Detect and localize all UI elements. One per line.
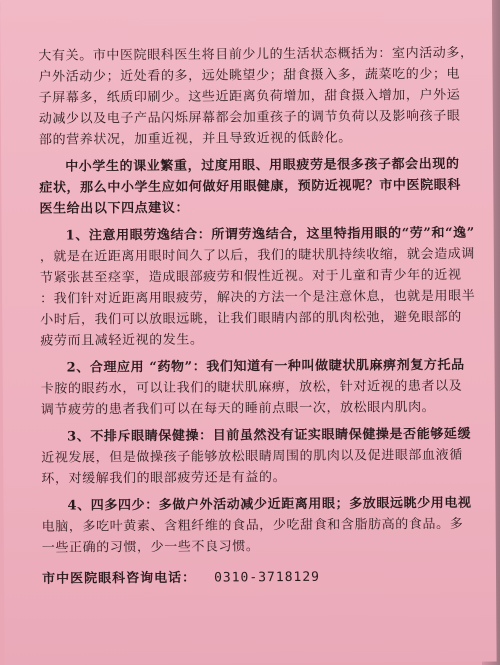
text-line: 子屏幕多，纸质印刷少。这些近距离负荷增加，甜食摄入增加，户外运 — [38, 87, 461, 106]
question-paragraph — [39, 154, 459, 220]
text-line: 电脑，多吃叶黄素、含粗纤维的食品，少吃甜食和含脂肪高的食品。多 — [41, 516, 464, 535]
text-line: 大有关。市中医院眼科医生将目前少儿的生活状态概括为：室内活动多， — [38, 45, 474, 64]
text-line: ，就是在近距离用眼时间久了以后，我们的睫状肌持续收缩，就会造成调 — [39, 246, 476, 265]
text-line: 卡胺的眼药水，可以让我们的睫状肌麻痹，放松，针对近视的患者以及 — [40, 378, 463, 397]
tip-4-paragraph — [41, 493, 472, 559]
intro-paragraph — [38, 43, 474, 151]
contact-phone: 0310-3718129 — [214, 569, 321, 586]
text-line: 一些正确的习惯，少一些不良习惯。 — [41, 539, 260, 556]
text-line: 节紧张甚至痉挛，造成眼部疲劳和假性近视。对于儿童和青少年的近视 — [39, 267, 462, 286]
text-line: 户外活动少；近处看的多，远处眺望少；甜食摄入多，蔬菜吃的少；电 — [38, 66, 461, 85]
text-line: 1、注意用眼劳逸结合：所谓劳逸结合，这里特指用眼的“劳”和“逸” — [65, 225, 475, 244]
text-line: 小时后，我们可以放眼远眺，让我们眼睛内部的肌肉松弛，避免眼部的 — [40, 309, 462, 328]
text-line: 环，对缓解我们的眼部疲劳还是有益的。 — [41, 470, 287, 487]
tip-1-paragraph — [39, 223, 476, 352]
document-body — [38, 43, 476, 590]
text-line: 近视发展，但是做操孩子能够放松眼睛周围的肌肉以及促进眼部血液循 — [41, 447, 463, 466]
contact-line — [42, 566, 462, 590]
text-line: 2、合理应用 “药物”：我们知道有一种叫做睫状肌麻痹剂复方托品 — [66, 357, 465, 376]
text-line: 医生给出以下四点建议： — [39, 200, 190, 217]
text-line: 症状，那么中小学生应如何做好用眼健康，预防近视呢？市中医院眼科 — [39, 177, 461, 196]
text-line: 3、不排斥眼睛保健操：目前虽然没有证实眼睛保健操是否能够延缓 — [67, 426, 472, 445]
text-line: 动减少以及电子产品闪烁屏幕都会加重孩子的调节负荷以及影响孩子眼 — [38, 108, 461, 127]
text-line: 疲劳而且减轻近视的发生。 — [40, 332, 204, 349]
text-line: 4、四多四少：多做户外活动减少近距离用眼；多放眼远眺少用电视 — [67, 495, 472, 514]
tip-2-paragraph — [40, 355, 465, 421]
tip-3-paragraph — [41, 424, 472, 490]
text-line: 中小学生的课业繁重，过度用眼、用眼疲劳是很多孩子都会出现的 — [65, 156, 460, 175]
text-line: ：我们针对近距离用眼疲劳，解决的方法一个是注意休息，也就是用眼半 — [40, 288, 476, 307]
text-line: 调节疲劳的患者我们可以在每天的睡前点眼一次，放松眼内肌肉。 — [40, 399, 436, 418]
text-line: 部的营养状况，加重近视，并且导致近视的低龄化。 — [38, 130, 352, 148]
contact-label: 市中医院眼科咨询电话： — [41, 570, 197, 587]
